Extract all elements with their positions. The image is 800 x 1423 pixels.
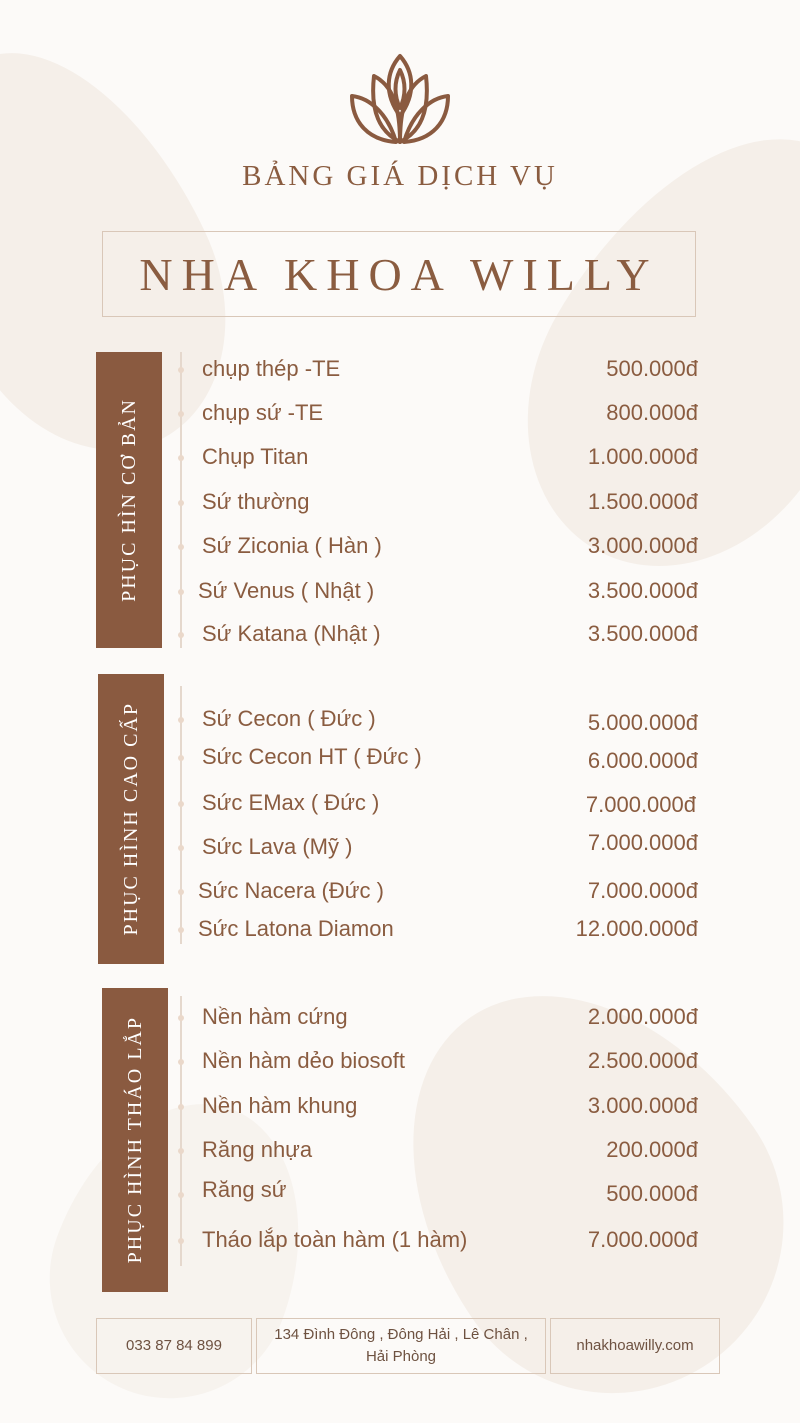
address-box <box>256 1318 546 1374</box>
lotus-logo-icon <box>344 50 456 146</box>
price-row <box>0 440 800 476</box>
bullet-icon <box>178 1148 184 1154</box>
website-link[interactable]: nhakhoawilly.com <box>576 1337 694 1354</box>
bullet-icon <box>178 889 184 895</box>
service-price: 7.000.000đ <box>587 878 698 903</box>
service-name: Sức Latona Diamon <box>198 916 394 941</box>
price-row <box>0 1133 800 1169</box>
bullet-icon <box>178 500 184 506</box>
service-name: Sứ thường <box>202 489 310 514</box>
bullet-icon <box>178 845 184 851</box>
service-price: 6.000.000đ <box>587 748 698 773</box>
service-price: 500.000đ <box>606 356 698 381</box>
bullet-icon <box>178 1238 184 1244</box>
website-box <box>550 1318 720 1374</box>
price-row <box>0 574 800 610</box>
service-price: 7.000.000đ <box>587 1227 698 1252</box>
price-row <box>0 352 800 388</box>
phone-box <box>96 1318 252 1374</box>
clinic-name-box <box>102 231 696 317</box>
price-row <box>0 1223 800 1259</box>
service-name: Tháo lắp toàn hàm (1 hàm) <box>202 1227 468 1252</box>
bullet-icon <box>178 801 184 807</box>
section-label: PHỤC HÌN CƠ BẢN <box>117 398 140 602</box>
service-price: 3.000.000đ <box>587 533 698 558</box>
price-row <box>0 874 800 910</box>
service-price: 2.000.000đ <box>587 1004 698 1029</box>
service-price: 7.000.000đ <box>585 792 696 817</box>
service-name: Răng nhựa <box>202 1137 313 1162</box>
service-name: Sức Lava (Mỹ ) <box>202 834 353 859</box>
service-price: 3.500.000đ <box>587 578 698 603</box>
section-label: PHỤC HÌNH CAO CẤP <box>119 702 142 936</box>
service-price: 2.500.000đ <box>587 1048 698 1073</box>
price-row <box>0 529 800 565</box>
price-row <box>0 1089 800 1125</box>
phone-number[interactable]: 033 87 84 899 <box>126 1337 222 1354</box>
service-price: 200.000đ <box>606 1137 698 1162</box>
service-price: 1.000.000đ <box>587 444 698 469</box>
service-name: Nền hàm dẻo biosoft <box>202 1048 406 1073</box>
service-price: 500.000đ <box>606 1181 698 1206</box>
price-row <box>0 740 800 776</box>
bullet-icon <box>178 927 184 933</box>
bullet-icon <box>178 544 184 550</box>
service-name: chụp thép -TE <box>202 356 341 381</box>
price-row <box>0 786 800 822</box>
price-row <box>0 1000 800 1036</box>
service-price: 12.000.000đ <box>575 916 698 941</box>
bullet-icon <box>178 367 184 373</box>
service-name: Sức EMax ( Đức ) <box>202 790 380 815</box>
price-row <box>0 396 800 432</box>
service-price: 3.000.000đ <box>587 1093 698 1118</box>
service-price: 800.000đ <box>606 400 698 425</box>
service-name: Sức Cecon HT ( Đức ) <box>202 744 422 769</box>
price-row <box>0 617 800 653</box>
service-price: 3.500.000đ <box>587 621 698 646</box>
bullet-icon <box>178 1015 184 1021</box>
price-row <box>0 830 800 866</box>
price-row <box>0 912 800 948</box>
price-row <box>0 1044 800 1080</box>
service-name: Nền hàm khung <box>202 1093 358 1118</box>
bullet-icon <box>178 411 184 417</box>
bullet-icon <box>178 717 184 723</box>
price-row <box>0 485 800 521</box>
bullet-icon <box>178 1059 184 1065</box>
bullet-icon <box>178 589 184 595</box>
service-name: Sức Nacera (Đức ) <box>198 878 384 903</box>
bullet-icon <box>178 1192 184 1198</box>
service-name: Chụp Titan <box>202 444 309 469</box>
service-name: Nền hàm cứng <box>202 1004 348 1029</box>
service-price: 5.000.000đ <box>587 710 698 735</box>
service-name: Sứ Ziconia ( Hàn ) <box>202 533 382 558</box>
service-name: Sứ Katana (Nhật ) <box>202 621 381 646</box>
section-label: PHỤC HÌNH THÁO LẮP <box>123 1016 146 1264</box>
price-row <box>0 1177 800 1213</box>
service-name: Răng sứ <box>202 1177 287 1202</box>
clinic-name: NHA KHOA WILLY <box>139 248 659 300</box>
service-price: 1.500.000đ <box>587 489 698 514</box>
address-line-2: Hải Phòng <box>365 1348 437 1365</box>
bullet-icon <box>178 632 184 638</box>
bullet-icon <box>178 755 184 761</box>
price-row <box>0 702 800 738</box>
service-name: chụp sứ -TE <box>202 400 324 425</box>
service-price: 7.000.000đ <box>587 830 698 855</box>
service-name: Sứ Venus ( Nhật ) <box>198 578 375 603</box>
service-name: Sứ Cecon ( Đức ) <box>202 706 376 731</box>
address-line-1: 134 Đình Đông , Đông Hải , Lê Chân , <box>274 1326 528 1343</box>
bullet-icon <box>178 455 184 461</box>
price-list-subtitle: BẢNG GIÁ DỊCH VỤ <box>242 160 558 192</box>
bullet-icon <box>178 1104 184 1110</box>
